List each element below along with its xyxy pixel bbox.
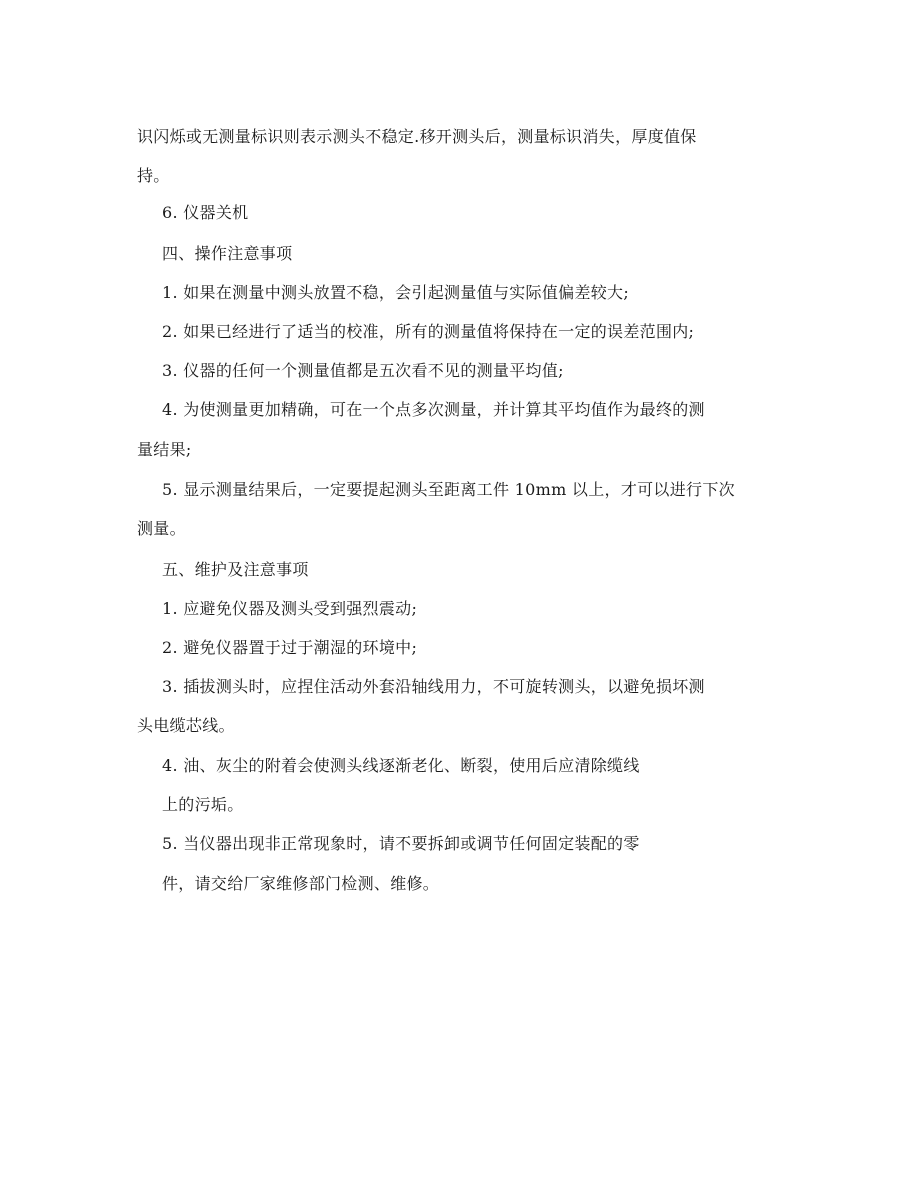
list-item: 5. 显示测量结果后，一定要提起测头至距离工件 10mm 以上，才可以进行下次 — [162, 480, 735, 499]
list-item: 6. 仪器关机 — [162, 203, 249, 222]
paragraph-line: 持。 — [137, 166, 170, 185]
paragraph-line: 件，请交给厂家维修部门检测、维修。 — [162, 874, 440, 893]
list-item: 3. 插拔测头时，应捏住活动外套沿轴线用力，不可旋转测头，以避免损坏测 — [162, 677, 705, 696]
section-heading: 五、维护及注意事项 — [162, 560, 309, 579]
paragraph-line: 上的污垢。 — [162, 795, 244, 814]
list-item: 2. 如果已经进行了适当的校准，所有的测量值将保持在一定的误差范围内; — [162, 322, 695, 341]
paragraph-line: 识闪烁或无测量标识则表示测头不稳定.移开测头后，测量标识消失，厚度值保 — [137, 127, 697, 146]
list-item: 3. 仪器的任何一个测量值都是五次看不见的测量平均值; — [162, 361, 564, 380]
list-item: 4. 油、灰尘的附着会使测头线逐渐老化、断裂，使用后应清除缆线 — [162, 756, 640, 775]
section-heading: 四、操作注意事项 — [162, 244, 293, 263]
paragraph-line: 头电缆芯线。 — [137, 716, 235, 735]
list-item: 1. 应避免仪器及测头受到强烈震动; — [162, 599, 418, 618]
list-item: 4. 为使测量更加精确，可在一个点多次测量，并计算其平均值作为最终的测 — [162, 400, 705, 419]
paragraph-line: 测量。 — [137, 519, 186, 538]
list-item: 1. 如果在测量中测头放置不稳，会引起测量值与实际值偏差较大; — [162, 283, 630, 302]
list-item: 5. 当仪器出现非正常现象时，请不要拆卸或调节任何固定装配的零 — [162, 834, 640, 853]
paragraph-line: 量结果; — [137, 440, 192, 459]
list-item: 2. 避免仪器置于过于潮湿的环境中; — [162, 638, 418, 657]
